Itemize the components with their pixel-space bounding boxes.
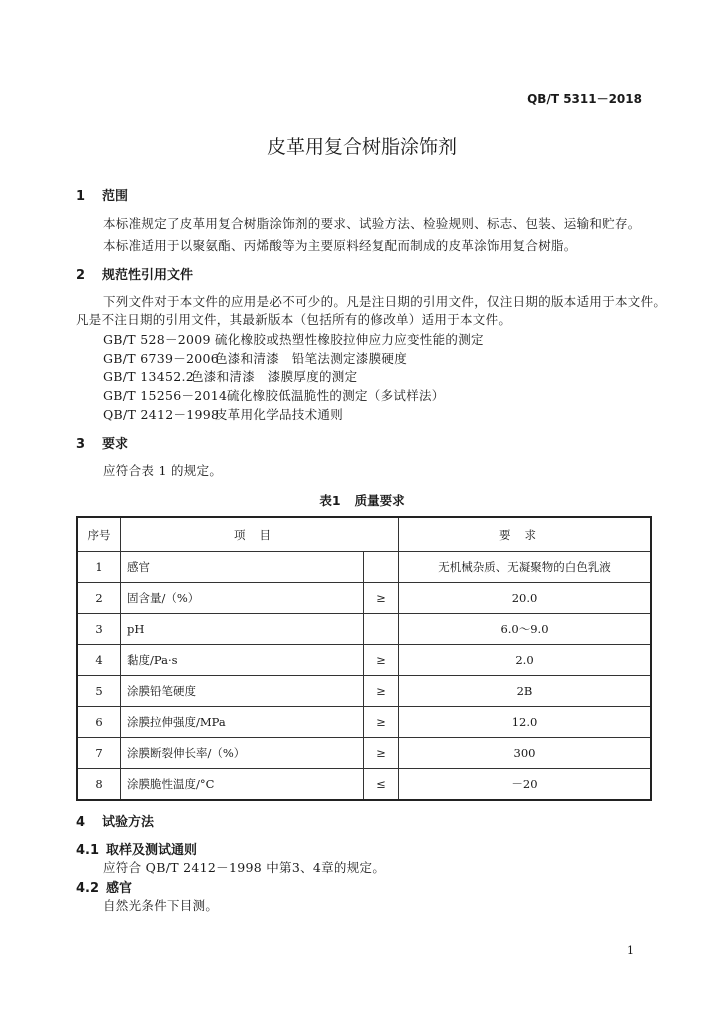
document-title: 皮革用复合树脂涂饰剂 — [266, 136, 457, 158]
subsection-number: 4.2 — [76, 881, 100, 896]
cell-operator: ≥ — [364, 738, 399, 769]
section-title: 要求 — [102, 437, 129, 452]
cell-no: 2 — [77, 583, 121, 614]
cell-requirement: 300 — [399, 738, 652, 769]
paragraph: 应符合表 1 的规定。 — [103, 463, 223, 478]
table-caption — [0, 491, 724, 509]
cell-no: 6 — [77, 707, 121, 738]
subsection-title: 感官 — [106, 881, 133, 896]
cell-requirement: －20 — [399, 769, 652, 801]
table-row — [77, 769, 651, 801]
section-3-heading — [76, 433, 128, 452]
reference-code: GB/T 13452.2 — [103, 369, 194, 384]
section-title: 规范性引用文件 — [102, 268, 194, 283]
cell-requirement: 6.0～9.0 — [399, 614, 652, 645]
cell-item: 黏度/Pa·s — [121, 645, 364, 676]
cell-item: pH — [121, 614, 364, 645]
cell-no: 5 — [77, 676, 121, 707]
reference-code: GB/T 528－2009 — [103, 332, 211, 347]
section-title: 试验方法 — [102, 815, 155, 830]
reference-item — [103, 405, 343, 423]
paragraph: 应符合 QB/T 2412－1998 中第3、4章的规定。 — [103, 860, 386, 875]
cell-operator: ≥ — [364, 583, 399, 614]
paragraph: 本标准规定了皮革用复合树脂涂饰剂的要求、试验方法、检验规则、标志、包装、运输和贮存。 — [103, 216, 641, 231]
reference-item — [103, 330, 484, 348]
reference-title: 色漆和清漆 铅笔法测定漆膜硬度 — [215, 351, 408, 366]
cell-operator: ≥ — [364, 707, 399, 738]
paragraph: 本标准适用于以聚氨酯、丙烯酸等为主要原料经复配而制成的皮革涂饰用复合树脂。 — [103, 238, 577, 253]
paragraph: 凡是不注日期的引用文件，其最新版本（包括所有的修改单）适用于本文件。 — [76, 312, 512, 327]
table-row — [77, 676, 651, 707]
table-row — [77, 707, 651, 738]
cell-item: 涂膜脆性温度/°C — [121, 769, 364, 801]
cell-operator: ≥ — [364, 676, 399, 707]
subsection-4-1-heading — [76, 839, 197, 858]
cell-no: 4 — [77, 645, 121, 676]
paragraph: 自然光条件下目测。 — [103, 898, 219, 913]
table-row — [77, 614, 651, 645]
section-4-heading — [76, 811, 154, 830]
table-row — [77, 738, 651, 769]
cell-requirement: 无机械杂质、无凝聚物的白色乳液 — [399, 552, 652, 583]
reference-item — [103, 367, 357, 385]
subsection-number: 4.1 — [76, 843, 100, 858]
reference-title: 色漆和清漆 漆膜厚度的测定 — [191, 369, 358, 384]
cell-item: 涂膜拉伸强度/MPa — [121, 707, 364, 738]
reference-item — [103, 349, 407, 367]
cell-requirement: 12.0 — [399, 707, 652, 738]
table-header-row — [77, 517, 651, 552]
cell-operator: ≤ — [364, 769, 399, 801]
cell-no: 1 — [77, 552, 121, 583]
quality-requirements-table — [76, 516, 652, 801]
reference-code: GB/T 6739－2006 — [103, 351, 220, 366]
reference-item — [103, 386, 445, 404]
cell-requirement: 2.0 — [399, 645, 652, 676]
table-caption-title: 质量要求 — [354, 493, 405, 508]
subsection-title: 取样及测试通则 — [106, 843, 198, 858]
cell-operator — [364, 614, 399, 645]
reference-title: 硫化橡胶或热塑性橡胶拉伸应力应变性能的测定 — [215, 332, 484, 347]
cell-item: 固含量/（%） — [121, 583, 364, 614]
reference-title: 硫化橡胶低温脆性的测定（多试样法） — [227, 388, 445, 403]
reference-code: GB/T 15256－2014 — [103, 388, 228, 403]
cell-operator: ≥ — [364, 645, 399, 676]
table-row — [77, 645, 651, 676]
section-number: 4 — [76, 815, 86, 830]
header-no: 序号 — [77, 517, 121, 552]
header-requirement: 要求 — [399, 517, 652, 552]
cell-requirement: 2B — [399, 676, 652, 707]
table-row — [77, 583, 651, 614]
section-2-heading — [76, 264, 193, 283]
cell-no: 8 — [77, 769, 121, 801]
reference-code: QB/T 2412－1998 — [103, 407, 220, 422]
reference-title: 皮革用化学品技术通则 — [215, 407, 344, 422]
cell-operator — [364, 552, 399, 583]
cell-item: 涂膜断裂伸长率/（%） — [121, 738, 364, 769]
paragraph: 下列文件对于本文件的应用是必不可少的。凡是注日期的引用文件，仅注日期的版本适用于本文件。 — [103, 294, 667, 309]
table-caption-label: 表1 — [319, 493, 341, 508]
section-1-heading — [76, 185, 128, 204]
subsection-4-2-heading — [76, 877, 132, 896]
cell-no: 3 — [77, 614, 121, 645]
cell-no: 7 — [77, 738, 121, 769]
standard-code: QB/T 5311－2018 — [527, 92, 642, 106]
cell-item: 感官 — [121, 552, 364, 583]
page-number: 1 — [627, 944, 634, 957]
cell-item: 涂膜铅笔硬度 — [121, 676, 364, 707]
header-item: 项目 — [121, 517, 399, 552]
cell-requirement: 20.0 — [399, 583, 652, 614]
table-row — [77, 552, 651, 583]
section-number: 1 — [76, 189, 86, 204]
section-number: 3 — [76, 437, 86, 452]
section-title: 范围 — [102, 189, 129, 204]
section-number: 2 — [76, 268, 86, 283]
